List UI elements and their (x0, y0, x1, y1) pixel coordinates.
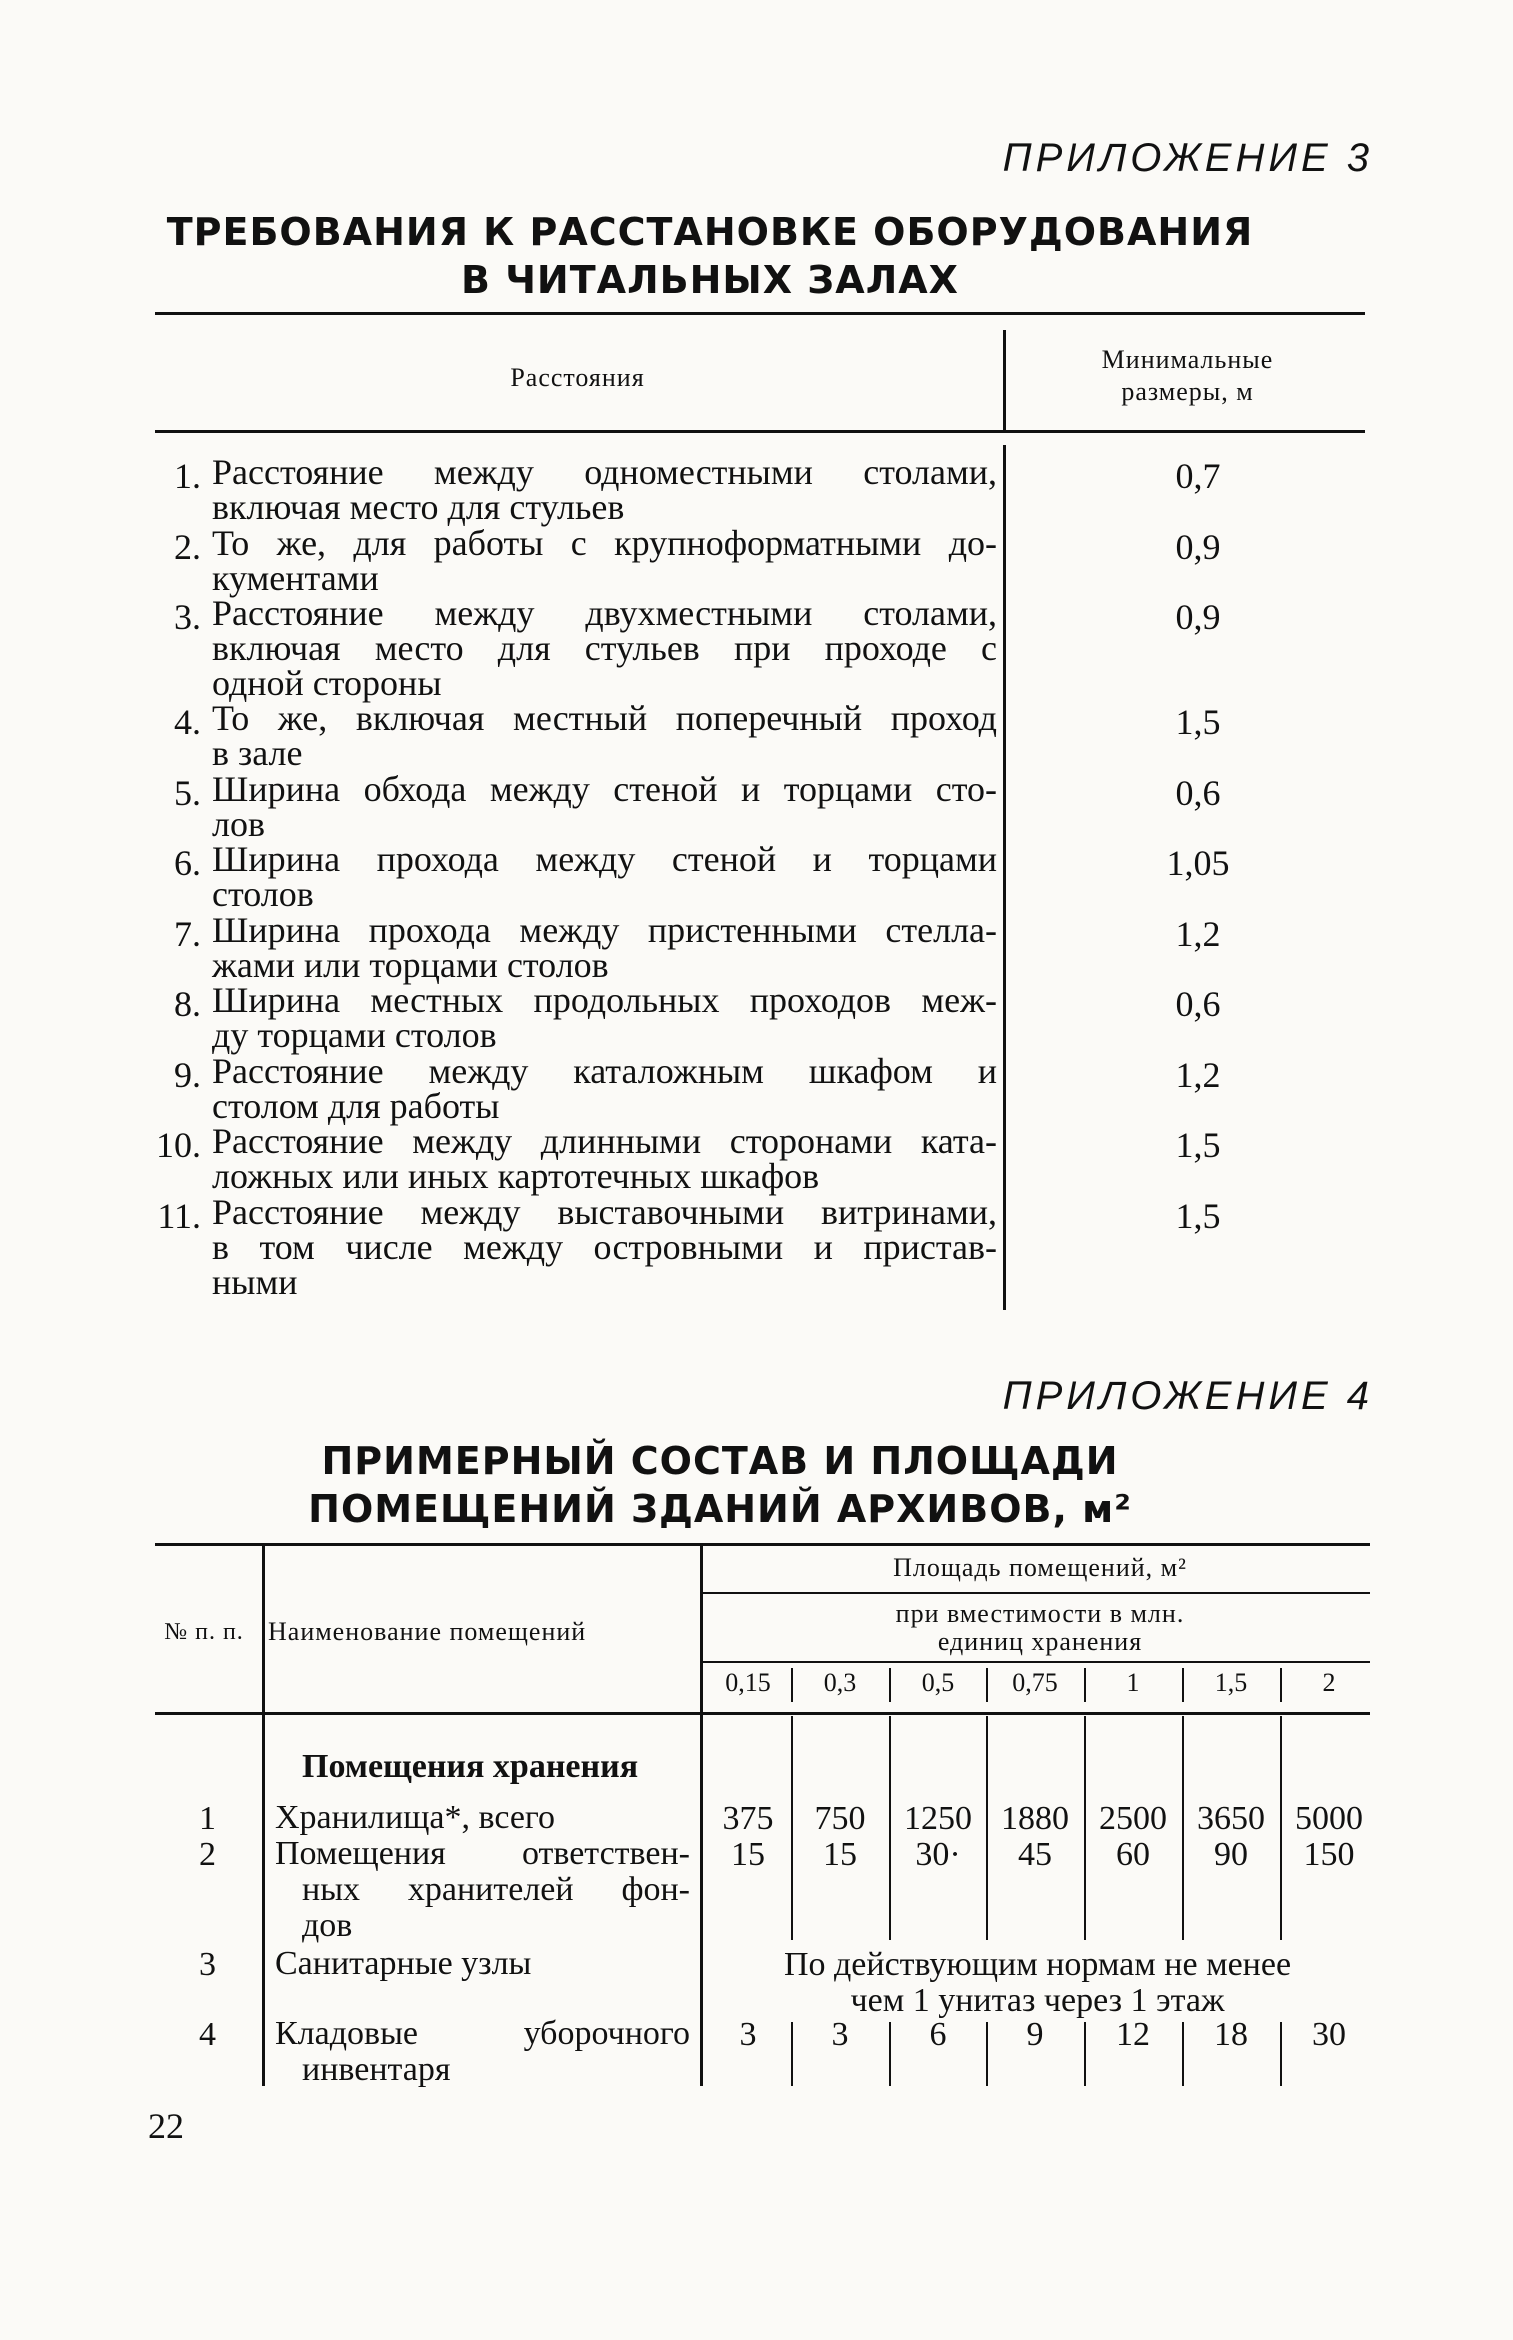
area-value: 3650 (1197, 1800, 1265, 1837)
t2-divider-num (262, 1546, 265, 2086)
row-number: 3 (199, 1946, 216, 1983)
column-header-distances: Расстояния (510, 363, 645, 392)
appendix-4-title-line1: ПРИМЕРНЫЙ СОСТАВ И ПЛОЩАДИ (321, 1439, 1119, 1483)
section-title: Помещения хранения (302, 1748, 639, 1785)
row-text-line: Расстояние между одноместными столами, (212, 452, 997, 492)
capacity-column-divider (986, 1716, 988, 2086)
area-value: 30 (1312, 2016, 1346, 2053)
t2-area-rule (703, 1592, 1370, 1594)
capacity-header: 0,5 (921, 1668, 955, 1697)
room-name-line: дов (302, 1907, 353, 1944)
area-value: 9 (1026, 2016, 1044, 2053)
row-number: 8. (174, 984, 201, 1024)
row-min-value: 1,05 (1166, 843, 1230, 883)
row-min-value: 1,2 (1175, 914, 1221, 954)
row-text-line: Расстояние между длинными сторонами ката- (212, 1121, 997, 1161)
area-value: 60 (1116, 1836, 1150, 1873)
row-number: 6. (174, 843, 201, 883)
row-text-line: Ширина местных продольных проходов меж- (212, 980, 997, 1020)
capacity-column-divider (986, 1668, 988, 1702)
area-value: 30· (915, 1836, 961, 1873)
table2-header-rule (155, 1712, 1370, 1715)
column-header-capacity-line2: единиц хранения (937, 1627, 1143, 1656)
row-text-line: ду торцами столов (212, 1015, 497, 1055)
row-number: 7. (174, 914, 201, 954)
capacity-header: 0,3 (823, 1668, 857, 1697)
appendix-3-title-line1: ТРЕБОВАНИЯ К РАССТАНОВКЕ ОБОРУДОВАНИЯ (166, 210, 1254, 254)
row-min-value: 1,2 (1175, 1055, 1221, 1095)
row-text-line: То же, включая местный поперечный проход (212, 698, 997, 738)
row-text-line: жами или торцами столов (212, 945, 609, 985)
capacity-column-divider (1280, 1716, 1282, 2086)
area-value: 90 (1214, 1836, 1248, 1873)
capacity-header: 2 (1322, 1668, 1336, 1697)
row-text-line: кументами (212, 558, 379, 598)
column-header-min-line2: размеры, м (1121, 377, 1254, 406)
table-top-rule (155, 312, 1365, 315)
row-number: 10. (156, 1125, 201, 1165)
capacity-column-divider (1182, 1716, 1184, 2086)
column-header-num: № п. п. (164, 1619, 244, 1645)
area-value: 1880 (1001, 1800, 1069, 1837)
row-min-value: 0,9 (1175, 597, 1221, 637)
table2-top-rule (155, 1543, 1370, 1546)
column-header-area: Площадь помещений, м² (893, 1553, 1187, 1582)
column-header-min-line1: Минимальные (1101, 345, 1274, 374)
row-text-line: Ширина обхода между стеной и торцами сто- (212, 769, 997, 809)
capacity-column-divider (889, 1668, 891, 1702)
capacity-column-divider (791, 1668, 793, 1702)
row-text-line: ложных или иных картотечных шкафов (212, 1156, 820, 1196)
row-number: 9. (174, 1055, 201, 1095)
row-text-line: Расстояние между каталожным шкафом и (212, 1051, 997, 1091)
page-number: 22 (148, 2106, 184, 2146)
appendix-3-title-line2: В ЧИТАЛЬНЫХ ЗАЛАХ (461, 258, 959, 302)
area-value: 5000 (1295, 1800, 1363, 1837)
area-value: 15 (823, 1836, 857, 1873)
area-value: 375 (722, 1800, 774, 1837)
area-value: 1250 (904, 1800, 972, 1837)
row-number: 2. (174, 527, 201, 567)
row-text-line: ными (212, 1262, 298, 1302)
area-value: 150 (1303, 1836, 1355, 1873)
row-number: 2 (199, 1836, 216, 1873)
capacity-column-divider (1084, 1716, 1086, 2086)
room-name-line: Санитарные узлы (275, 1945, 532, 1982)
room-name-line: Хранилища*, всего (275, 1799, 556, 1836)
row-number: 3. (174, 597, 201, 637)
capacity-column-divider (1280, 1668, 1282, 1702)
appendix-4-label: ПРИЛОЖЕНИЕ 4 (1002, 1374, 1373, 1418)
sanitary-note-line: По действующим нормам не менее (783, 1946, 1292, 1983)
area-value: 45 (1018, 1836, 1052, 1873)
row-text-line: лов (212, 804, 265, 844)
appendix-3-label: ПРИЛОЖЕНИЕ 3 (1002, 136, 1373, 180)
row-text-line: столом для работы (212, 1086, 500, 1126)
row-number: 1. (174, 456, 201, 496)
row-min-value: 1,5 (1175, 1125, 1221, 1165)
row-min-value: 0,7 (1175, 456, 1221, 496)
room-name-line: ных хранителей фон- (302, 1871, 690, 1908)
capacity-header: 0,15 (725, 1668, 771, 1697)
appendix-4-title-line2: ПОМЕЩЕНИЙ ЗДАНИЙ АРХИВОВ, м² (308, 1487, 1132, 1531)
capacity-column-divider (1084, 1668, 1086, 1702)
capacity-column-divider (1182, 1668, 1184, 1702)
row-min-value: 0,9 (1175, 527, 1221, 567)
room-name-line: инвентаря (302, 2051, 451, 2088)
row-number: 4 (199, 2016, 216, 2053)
row-text-line: в зале (212, 733, 303, 773)
column-header-capacity-line1: при вместимости в млн. (895, 1599, 1185, 1628)
row-min-value: 1,5 (1175, 1196, 1221, 1236)
area-value: 2500 (1099, 1800, 1167, 1837)
body-column-divider (1003, 445, 1006, 1310)
area-value: 3 (831, 2016, 849, 2053)
capacity-column-divider (889, 1716, 891, 2086)
room-name-line: Кладовые уборочного (275, 2015, 690, 2052)
row-text-line: Расстояние между выставочными витринами, (212, 1192, 997, 1232)
row-min-value: 0,6 (1175, 773, 1221, 813)
table-header-rule (155, 430, 1365, 433)
area-value: 6 (929, 2016, 947, 2053)
row-min-value: 1,5 (1175, 702, 1221, 742)
area-value: 18 (1214, 2016, 1248, 2053)
capacity-header: 1,5 (1214, 1668, 1248, 1697)
row-text-line: включая место для стульев при проходе с (212, 628, 997, 668)
row-text-line: Ширина прохода между пристенными стелла- (212, 910, 997, 950)
header-column-divider (1003, 330, 1006, 430)
row-text-line: Ширина прохода между стеной и торцами (212, 839, 997, 879)
capacity-header: 0,75 (1012, 1668, 1058, 1697)
row-text-line: То же, для работы с крупноформатными до- (212, 523, 997, 563)
row-number: 1 (199, 1800, 216, 1837)
row-number: 4. (174, 702, 201, 742)
sanitary-note-line: чем 1 унитаз через 1 этаж (850, 1982, 1225, 2019)
area-value: 12 (1116, 2016, 1150, 2053)
row-text-line: столов (212, 874, 314, 914)
area-value: 15 (731, 1836, 765, 1873)
row-text-line: одной стороны (212, 663, 442, 703)
row-number: 11. (157, 1196, 201, 1236)
capacity-header: 1 (1126, 1668, 1140, 1697)
row-text-line: в том числе между островными и пристав- (212, 1227, 997, 1267)
area-value: 750 (814, 1800, 866, 1837)
row-min-value: 0,6 (1175, 984, 1221, 1024)
row-number: 5. (174, 773, 201, 813)
column-header-name: Наименование помещений (268, 1617, 587, 1646)
row-text-line: включая место для стульев (212, 487, 625, 527)
area-value: 3 (739, 2016, 757, 2053)
t2-capacity-rule (703, 1661, 1370, 1663)
row-text-line: Расстояние между двухместными столами, (212, 593, 997, 633)
room-name-line: Помещения ответствен- (275, 1835, 690, 1872)
